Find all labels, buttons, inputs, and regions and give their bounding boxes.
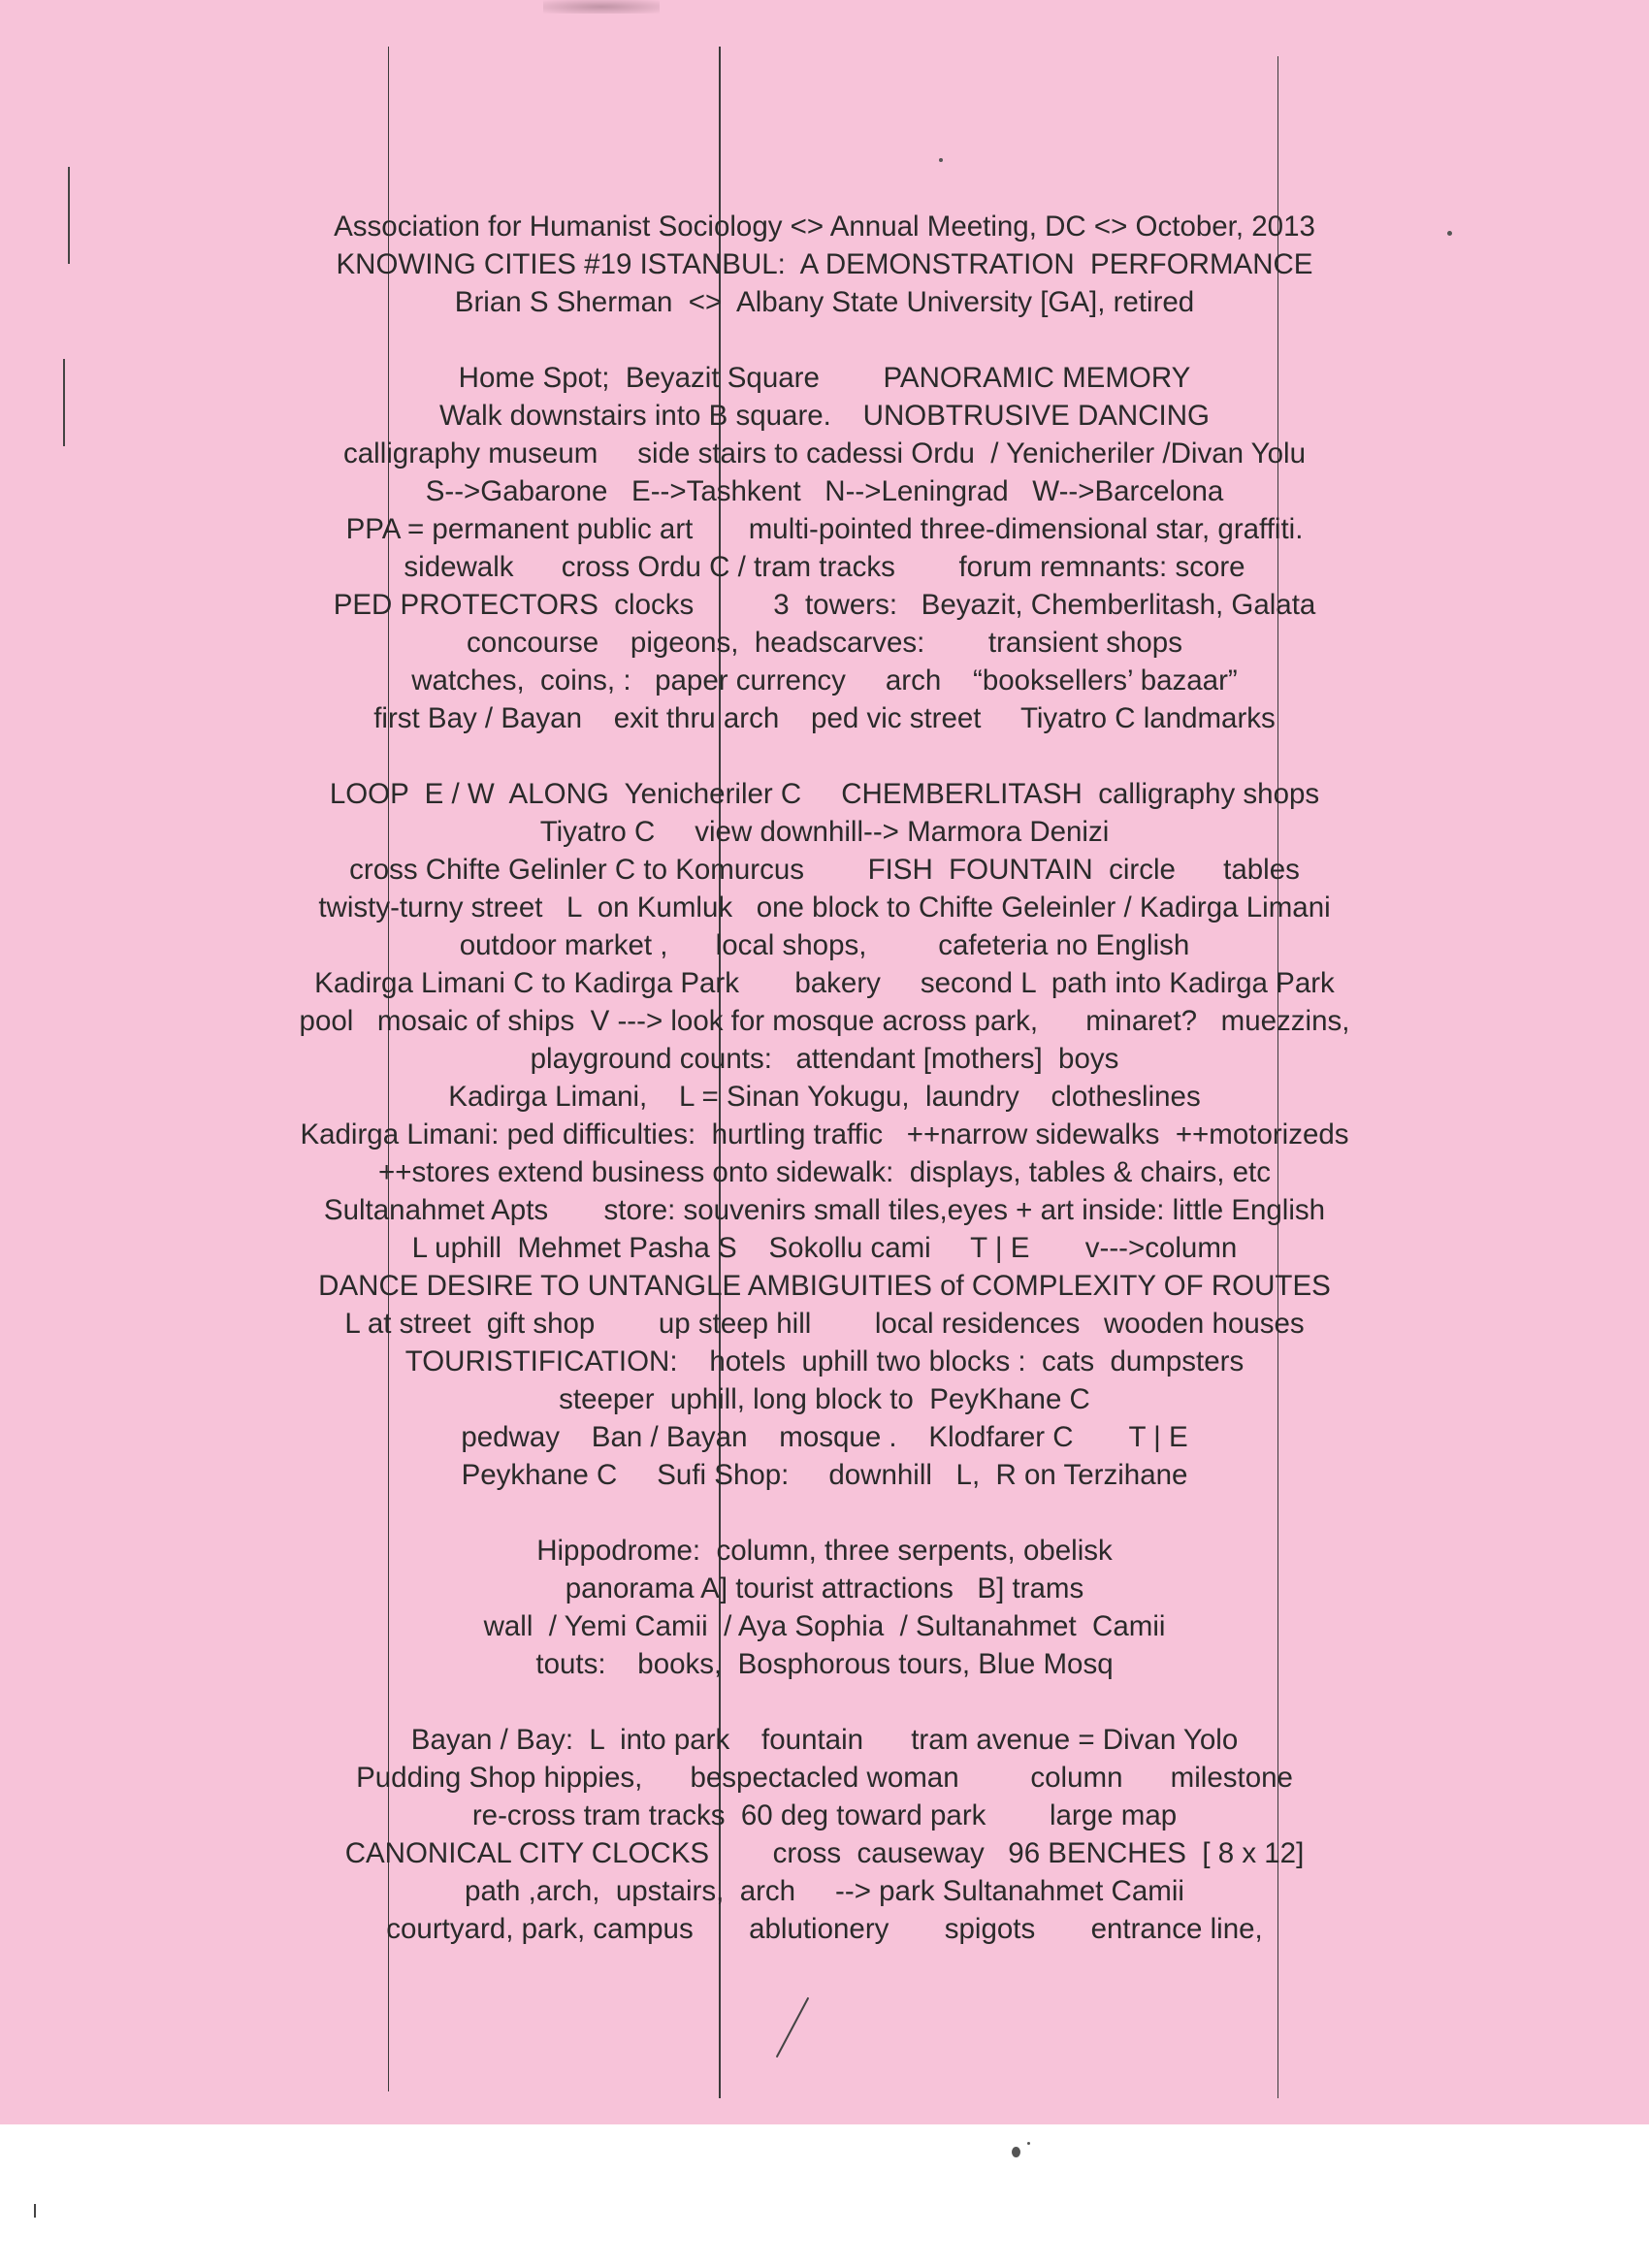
text-line: Brian S Sherman <> Albany State University [GA], retired [454,286,1195,318]
scanner-speck [1012,2147,1020,2157]
text-line: PED PROTECTORS clocks 3 towers: Beyazit, Chemberlitash, Galata [333,589,1316,621]
pen-stroke-mark [776,1997,810,2058]
text-line: sidewalk cross Ordu C / tram tracks forum remnants: score [404,551,1245,583]
text-line: pedway Ban / Bayan mosque . Klodfarer C T | E [461,1421,1188,1453]
text-line: touts: books, Bosphorous tours, Blue Mosq [535,1648,1114,1680]
text-line: Kadirga Limani C to Kadirga Park bakery second L path into Kadirga Park [314,967,1335,999]
text-line: Pudding Shop hippies, bespectacled woman column milestone [356,1762,1293,1794]
text-line: re-cross tram tracks 60 deg toward park large map [471,1799,1178,1831]
text-line: pool mosaic of ships V ---> look for mosque across park, minaret? muezzins, [299,1005,1350,1037]
top-smudge [543,0,660,14]
scanner-mark [34,2204,36,2218]
text-line: S-->Gabarone E-->Tashkent N-->Leningrad W-->Barcelona [425,475,1224,507]
text-line: Bayan / Bay: L into park fountain tram avenue = Divan Yolo [410,1724,1239,1756]
text-line: Tiyatro C view downhill--> Marmora Denizi [539,816,1110,848]
blank-line [0,1494,1649,1532]
text-line: Kadirga Limani, L = Sinan Yokugu, laundry clotheslines [448,1081,1201,1113]
text-line: playground counts: attendant [mothers] boys [530,1043,1119,1075]
text-line: CANONICAL CITY CLOCKS cross causeway 96 BENCHES [ 8 x 12] [344,1837,1305,1869]
text-line: Association for Humanist Sociology <> Annual Meeting, DC <> October, 2013 [334,211,1315,243]
text-line: Hippodrome: column, three serpents, obelisk [536,1535,1113,1567]
text-line: path ,arch, upstairs, arch --> park Sultanahmet Camii [465,1875,1184,1907]
ink-speck [939,158,943,162]
document-text-block [0,208,1649,1948]
text-line: panorama A] tourist attractions B] trams [565,1572,1084,1604]
blank-line [0,321,1649,359]
text-line: Peykhane C Sufi Shop: downhill L, R on Terzihane [461,1459,1188,1491]
text-line: Home Spot; Beyazit Square PANORAMIC MEMORY [458,362,1191,394]
text-line: L at street gift shop up steep hill local residences wooden houses [344,1308,1305,1340]
text-line: ++stores extend business onto sidewalk: displays, tables & chairs, etc [378,1156,1271,1188]
text-line: PPA = permanent public art multi-pointed three-dimensional star, graffiti. [345,513,1304,545]
text-line: watches, coins, : paper currency arch “booksellers’ bazaar” [411,664,1238,697]
scanner-speck [1027,2142,1030,2145]
text-line: first Bay / Bayan exit thru arch ped vic street Tiyatro C landmarks [373,702,1276,734]
text-line: Walk downstairs into B square. UNOBTRUSIVE DANCING [439,400,1210,432]
text-line: TOURISTIFICATION: hotels uphill two blocks : cats dumpsters [404,1345,1245,1377]
text-line: KNOWING CITIES #19 ISTANBUL: A DEMONSTRATION PERFORMANCE [336,248,1313,280]
text-line: outdoor market , local shops, cafeteria no English [459,929,1190,961]
text-line: calligraphy museum side stairs to cadessi Ordu / Yenicheriler /Divan Yolu [342,437,1307,470]
text-line: L uphill Mehmet Pasha S Sokollu cami T | E v--->column [411,1232,1238,1264]
blank-line [0,737,1649,775]
text-line: concourse pigeons, headscarves: transient shops [467,627,1182,659]
text-line: steeper uphill, long block to PeyKhane C [559,1383,1090,1415]
text-line: Kadirga Limani: ped difficulties: hurtling traffic ++narrow sidewalks ++motorizeds [300,1118,1349,1150]
text-line: wall / Yemi Camii / Aya Sophia / Sultanahmet Camii [483,1610,1166,1642]
text-line: LOOP E / W ALONG Yenicheriler C CHEMBERLITASH calligraphy shops [329,778,1320,810]
text-line: cross Chifte Gelinler C to Komurcus FISH FOUNTAIN circle tables [349,854,1300,886]
text-line: DANCE DESIRE TO UNTANGLE AMBIGUITIES of COMPLEXITY OF ROUTES [318,1270,1331,1302]
text-line: twisty-turny street L on Kumluk one block to Chifte Geleinler / Kadirga Limani [318,891,1331,923]
blank-line [0,1683,1649,1721]
text-line: Sultanahmet Apts store: souvenirs small tiles,eyes + art inside: little English [323,1194,1326,1226]
text-line: courtyard, park, campus ablutionery spigots entrance line, [386,1913,1263,1945]
